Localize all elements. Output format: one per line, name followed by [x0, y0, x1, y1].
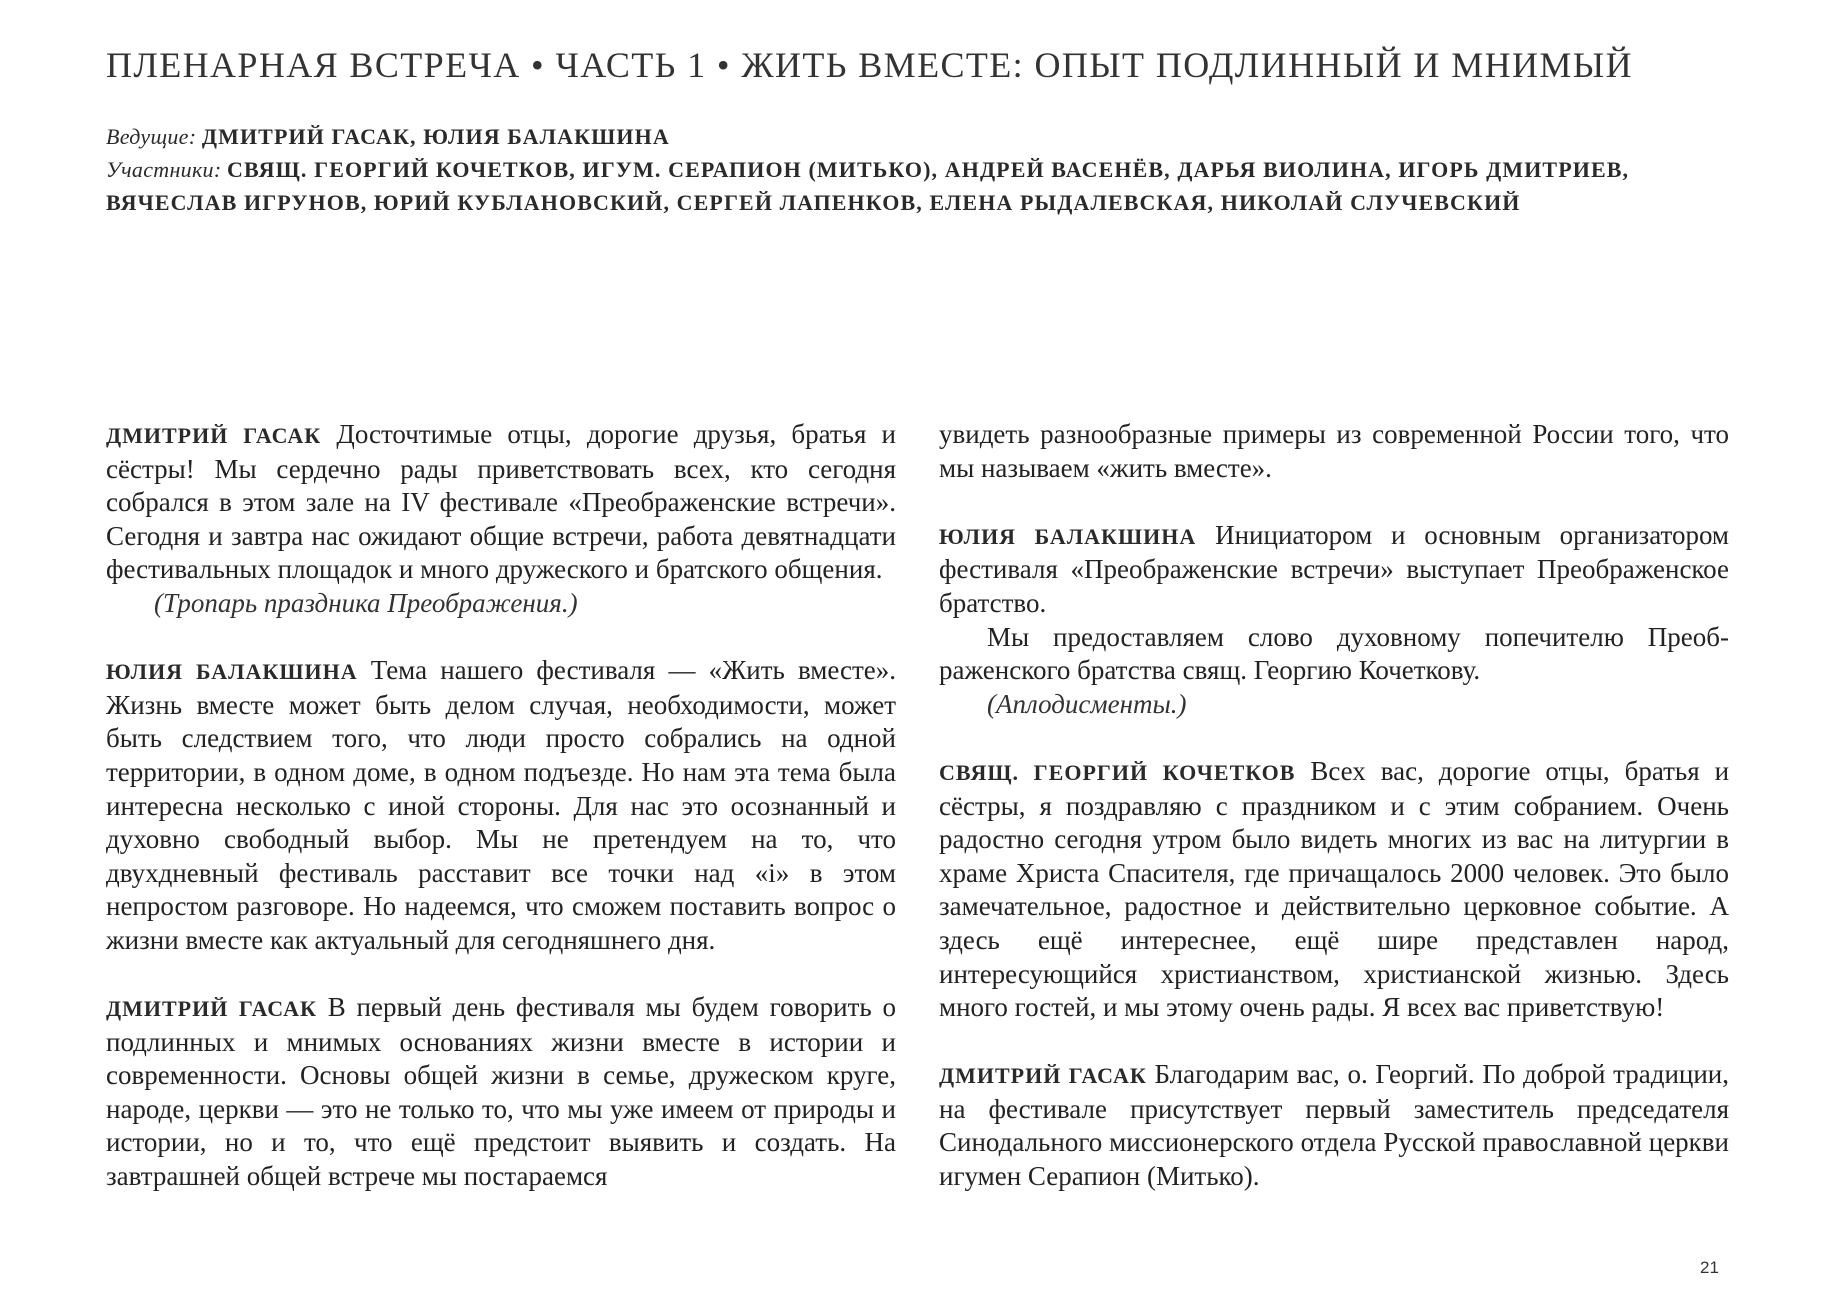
page-number: 21	[1700, 1258, 1719, 1277]
paragraph	[106, 418, 896, 587]
hosts-line	[106, 120, 1746, 153]
stage-direction: (Тропарь праздника Преображения.)	[154, 587, 578, 618]
participants-line-2	[106, 186, 1746, 219]
hosts-names: ДМИТРИЙ ГАСАК, ЮЛИЯ БАЛАКШИНА	[201, 124, 670, 149]
speaker-name: ДМИТРИЙ ГАСАК	[106, 423, 322, 448]
speaker-name: ЮЛИЯ БАЛАКШИНА	[939, 523, 1197, 549]
paragraph	[939, 519, 1729, 621]
speaker-name: ДМИТРИЙ ГАСАК	[939, 1063, 1147, 1089]
participants-names-2: ВЯЧЕСЛАВ ИГРУНОВ, ЮРИЙ КУБЛАНОВСКИЙ, СЕРГЕЙ ЛАПЕНКОВ, ЕЛЕНА РЫДАЛЕВСКАЯ, НИКОЛАЙ СЛУЧЕВСКИЙ	[106, 190, 1521, 215]
speaker-name: СВЯЩ. ГЕОРГИЙ КОЧЕТКОВ	[939, 759, 1296, 785]
hosts-label: Ведущие:	[106, 124, 197, 149]
participants-line-1	[106, 153, 1746, 186]
speech-text: Тема нашего фестиваля — «Жить вместе». Жизнь вместе может быть делом случая, необходимости, может быть следствием того, что люди просто собрались на одной территории, в одном доме, в одном подъезде. Но нам эта тема была интересна несколько с иной стороны. Для нас это осознанный и духовно свободный выбор. Мы не претендуем на то, что двухдневный фестиваль расставит все точки над «i» в этом непростом разговоре. Но надеемся, что сможем поставить вопрос о жизни вместе как актуальный для сегодняшнего дня.	[106, 655, 897, 955]
speech-text: Инициатором и основным организатором фестиваля «Преображенские встречи» выступает Преображенское братство.	[939, 519, 1730, 618]
paragraph	[106, 654, 896, 957]
right-column	[939, 418, 1729, 1194]
speaker-name: ЮЛИЯ БАЛАКШИНА	[106, 659, 358, 685]
participants-names-1: СВЯЩ. ГЕОРГИЙ КОЧЕТКОВ, ИГУМ. СЕРАПИОН (МИТЬКО), АНДРЕЙ ВАСЕНЁВ, ДАРЬЯ ВИОЛИНА, ИГОРЬ ДМИТРИЕВ,	[226, 157, 1630, 182]
page-title: ПЛЕНАРНАЯ ВСТРЕЧА • ЧАСТЬ 1 • ЖИТЬ ВМЕСТЕ: ОПЫТ ПОДЛИННЫЙ И МНИМЫЙ	[106, 45, 1634, 85]
speech-text: Досточтимые отцы, дорогие друзья, братья и сёстры! Мы сердечно рады приветствовать всех, кто сегодня собрался в этом зале на IV фестивале «Преображенские встречи». Сегодня и завтра нас ожидают общие встречи, работа девятнадцати фестивальных площадок и много дружеского и братского общения.	[106, 419, 897, 585]
stage-direction: (Аплодисменты.)	[987, 688, 1187, 719]
paragraph	[106, 991, 896, 1194]
speech-text: Всех вас, дорогие отцы, братья и сёстры, я поздравляю с праздником и с этим собранием. Очень радостно сегодня утром было видеть многих из вас на литургии в храме Христа Спасителя, где причащалось 2000 человек. Это было замечательное, радостное и действительно церковное событие. А здесь ещё интереснее, ещё шире представлен народ, интересующийся христианством, христианской жизнью. Здесь много гостей, и мы этому очень рады. Я всех вас приветствую!	[939, 755, 1730, 1023]
paragraph	[939, 755, 1729, 1025]
speaker-name: ДМИТРИЙ ГАСАК	[106, 996, 317, 1022]
credits-block	[106, 120, 1746, 219]
participants-label: Участники:	[106, 157, 222, 182]
paragraph	[939, 621, 1729, 688]
speech-text: В первый день фестиваля мы будем говорить о подлинных и мнимых основаниях жизни вместе в истории и современности. Основы общей жизни в семье, дружеском круге, народе, церкви — это не только то, что мы уже имеем от природы и истории, но и то, что ещё предстоит выявить и создать. На завтрашней общей встрече мы постараемся	[106, 992, 896, 1192]
paragraph	[939, 418, 1729, 485]
paragraph	[939, 1058, 1729, 1193]
speech-text: увидеть разнообразные примеры из современной России того, что мы называем «жить вместе».	[939, 419, 1729, 483]
speech-text: Благодарим вас, о. Георгий. По доброй традиции, на фестивале присутствует первый заместитель председателя Синодального миссионерского отдела Русской православной церкви игумен Серапион (Митько).	[939, 1059, 1730, 1192]
left-column	[106, 418, 896, 1194]
speech-text: Мы предоставляем слово духовному попечителю Преображенского братства свящ. Георгию Кочеткову.	[939, 621, 1729, 686]
